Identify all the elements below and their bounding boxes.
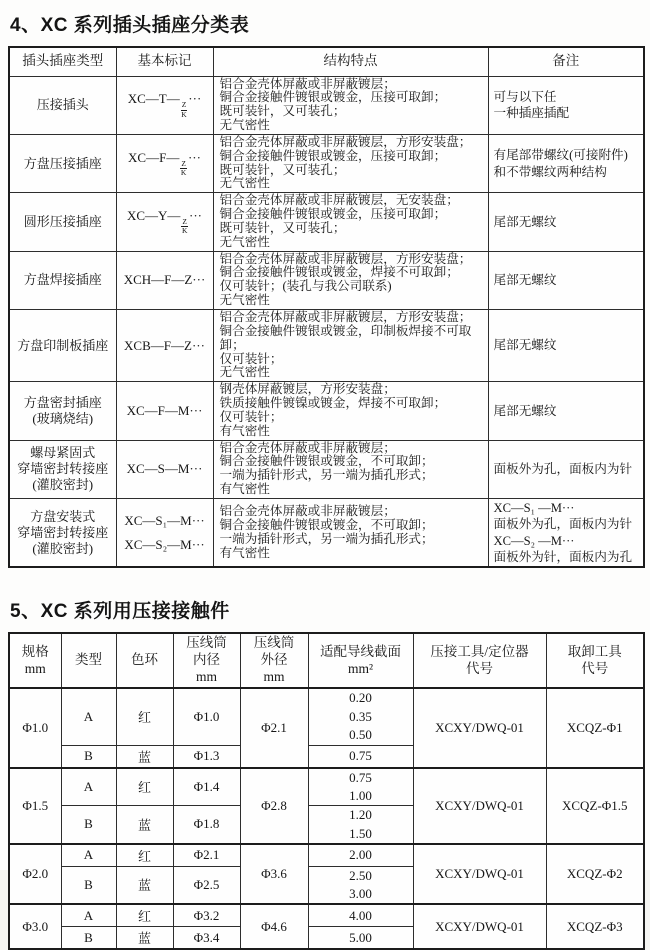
wire-section-cell: 0.35 xyxy=(308,707,413,726)
plug-socket-classification-table xyxy=(8,46,645,568)
feature-line: 铜合金接触件镀银或镀金，不可取卸； xyxy=(219,454,434,469)
basic-mark-line: XC—S₁—M··· xyxy=(124,512,205,528)
basic-mark-cell xyxy=(116,193,213,251)
table-row xyxy=(9,76,644,134)
section4-title: 4、XC 系列插头插座分类表 xyxy=(10,15,250,36)
remark-cell xyxy=(488,310,644,382)
column-header-line: 取卸工具 xyxy=(567,643,622,659)
socket-type-line: 圆形压接插座 xyxy=(23,214,102,229)
classification-table-header xyxy=(9,47,644,76)
column-header-line: 类型 xyxy=(75,652,102,668)
column-header-line: mm xyxy=(24,660,46,676)
structure-features-cell xyxy=(213,193,488,251)
column-header-line: 内径 xyxy=(193,652,220,668)
column-header xyxy=(116,633,173,688)
table-row xyxy=(9,844,644,867)
basic-mark-cell xyxy=(116,382,213,440)
basic-mark-cell xyxy=(116,76,213,134)
remark-line: 和不带螺纹两种结构 xyxy=(493,164,607,179)
column-header-line: mm² xyxy=(347,660,374,676)
color-ring-cell: 红 xyxy=(116,844,173,867)
basic-mark-line: XC—F—M··· xyxy=(126,402,203,418)
wire-section-cell: 0.75 xyxy=(308,745,413,768)
crimp-table-header xyxy=(9,633,644,688)
feature-line: 铝合金壳体屏蔽或非屏蔽镀层，方形安装盘； xyxy=(219,251,472,266)
feature-line: 铝合金壳体屏蔽或非屏蔽镀层，方形安装盘； xyxy=(219,134,472,149)
wire-section-cell: 4.00 xyxy=(308,904,413,927)
remark-cell xyxy=(488,498,644,567)
column-header-line: 代号 xyxy=(466,660,493,676)
feature-line: 既可装针，又可装孔； xyxy=(219,104,346,119)
inner-diameter-cell: Φ3.2 xyxy=(173,904,240,927)
outer-diameter-cell: Φ2.8 xyxy=(240,768,308,844)
removal-tool-cell: XCQZ-Φ3 xyxy=(546,904,644,949)
basic-mark-line: XCB—F—Z··· xyxy=(124,337,205,353)
remark-cell xyxy=(488,193,644,251)
color-ring-cell: 红 xyxy=(116,688,173,745)
socket-type-cell xyxy=(9,193,116,251)
column-header xyxy=(413,633,546,688)
remark-line: 尾部无螺纹 xyxy=(493,273,557,288)
remark-line: 尾部无螺纹 xyxy=(493,214,557,229)
socket-type-cell xyxy=(9,310,116,382)
remark-line: 面板外为孔，面板内为针 xyxy=(493,462,633,477)
feature-line: 既可装针，又可装孔； xyxy=(219,162,346,177)
socket-type-cell xyxy=(9,76,116,134)
removal-tool-cell: XCQZ-Φ1.5 xyxy=(546,768,644,844)
section-gap xyxy=(8,568,643,594)
remark-line: 有尾部带螺纹(可接附件) xyxy=(493,148,628,163)
color-ring-cell: 红 xyxy=(116,768,173,806)
pin-hole-fraction xyxy=(181,218,188,236)
remark-line: 可与以下任 xyxy=(493,89,557,104)
wire-section-cell: 3.00 xyxy=(308,885,413,904)
feature-line: 无气密性 xyxy=(219,365,270,380)
column-header: 插头插座类型 xyxy=(9,47,116,76)
inner-diameter-cell: Φ3.4 xyxy=(173,927,240,950)
inner-diameter-cell: Φ1.3 xyxy=(173,745,240,768)
socket-type-line: 压接插头 xyxy=(36,97,89,113)
spec-cell: Φ2.0 xyxy=(9,844,61,905)
socket-type-line: 方盘安装式 xyxy=(30,508,96,524)
spec-cell: Φ3.0 xyxy=(9,904,61,949)
feature-line: 仅可装针； xyxy=(219,351,283,366)
basic-mark-line: XC—F— $\frac{Z}{K}$ ··· xyxy=(128,149,201,178)
socket-type-line: 方盘印制板插座 xyxy=(17,337,109,353)
inner-diameter-cell: Φ1.0 xyxy=(173,688,240,745)
column-header-line: 规格 xyxy=(21,643,49,659)
table-row xyxy=(9,382,644,440)
socket-type-line: 方盘密封插座 xyxy=(23,395,102,411)
basic-mark-cell xyxy=(116,134,213,192)
feature-line: 铜合金接触件镀银或镀金，不可取卸； xyxy=(219,517,434,532)
type-cell: A xyxy=(61,904,116,927)
basic-mark-cell xyxy=(116,251,213,309)
feature-line: 铝合金壳体屏蔽或非屏蔽镀层，无安装盘； xyxy=(219,193,459,208)
basic-mark-line: XC—S—M··· xyxy=(126,461,203,477)
remark-line: XC—S₁ —M··· xyxy=(493,500,575,515)
feature-line: 钢壳体屏蔽镀层，方形安装盘； xyxy=(219,382,396,397)
section5-title: 5、XC 系列用压接接触件 xyxy=(10,601,230,623)
column-header xyxy=(9,633,61,688)
feature-line: 仅可装针；(装孔与我公司联系) xyxy=(219,279,392,294)
socket-type-line: 穿墙密封转接座 xyxy=(17,461,109,477)
column-header-line: 压线筒 xyxy=(186,635,227,651)
feature-line: 铜合金接触件镀银或镀金，压接可取卸； xyxy=(219,207,447,222)
socket-type-line: (灌胶密封) xyxy=(32,540,94,556)
color-ring-cell: 蓝 xyxy=(116,866,173,904)
basic-mark-cell xyxy=(116,498,213,567)
structure-features-cell xyxy=(213,440,488,498)
wire-section-cell: 5.00 xyxy=(308,927,413,950)
column-header-line: mm xyxy=(263,669,285,685)
table-row xyxy=(9,134,644,192)
removal-tool-cell: XCQZ-Φ2 xyxy=(546,844,644,905)
wire-section-cell: 0.20 xyxy=(308,688,413,707)
fraction-top: Z xyxy=(181,100,187,110)
column-header-line: 外径 xyxy=(260,652,288,668)
outer-diameter-cell: Φ3.6 xyxy=(240,844,308,905)
outer-diameter-cell: Φ2.1 xyxy=(240,688,308,768)
pin-hole-fraction xyxy=(180,160,187,178)
table-row xyxy=(9,904,644,927)
feature-line: 既可装针，又可装孔； xyxy=(219,220,346,235)
color-ring-cell: 红 xyxy=(116,904,173,927)
fraction-bottom: K xyxy=(180,168,187,178)
table-row xyxy=(9,688,644,707)
inner-diameter-cell: Φ2.1 xyxy=(173,844,240,867)
socket-type-cell xyxy=(9,440,116,498)
structure-features-cell xyxy=(213,134,488,192)
remark-line: 面板外为针，面板内为孔 xyxy=(493,550,633,565)
table-row xyxy=(9,768,644,787)
type-cell: B xyxy=(61,745,116,768)
feature-line: 无气密性 xyxy=(219,176,270,191)
feature-line: 一端为插针形式，另一端为插孔形式； xyxy=(219,468,434,483)
remark-cell xyxy=(488,440,644,498)
column-header-line: 压线筒 xyxy=(253,635,295,651)
structure-features-cell xyxy=(213,310,488,382)
fraction-bottom: K xyxy=(181,109,187,119)
column-header xyxy=(546,633,644,688)
socket-type-cell xyxy=(9,134,116,192)
outer-diameter-cell: Φ4.6 xyxy=(240,904,308,949)
column-header-line: 色环 xyxy=(131,652,158,668)
socket-type-cell xyxy=(9,498,116,567)
table-row xyxy=(9,498,644,567)
socket-type-cell xyxy=(9,382,116,440)
spec-cell: Φ1.5 xyxy=(9,768,61,844)
feature-line: 铜合金接触件镀银或镀金，压接可取卸； xyxy=(219,148,447,163)
basic-mark-line: XC—T— $\frac{Z}{K}$ ··· xyxy=(127,91,202,119)
socket-type-line: 螺母紧固式 xyxy=(30,445,96,461)
crimp-contact-table xyxy=(8,632,645,950)
feature-line: 一端为插针形式，另一端为插孔形式； xyxy=(219,531,434,546)
color-ring-cell: 蓝 xyxy=(116,806,173,844)
fraction-bottom: K xyxy=(182,226,188,236)
wire-section-cell: 2.50 xyxy=(308,866,413,885)
wire-section-cell: 1.00 xyxy=(308,787,413,806)
color-ring-cell: 蓝 xyxy=(116,745,173,768)
socket-type-cell xyxy=(9,251,116,309)
feature-line: 无气密性 xyxy=(219,234,270,249)
column-header-line: 压接工具/定位器 xyxy=(430,643,529,659)
crimp-tool-cell: XCXY/DWQ-01 xyxy=(413,768,546,844)
crimp-tool-cell: XCXY/DWQ-01 xyxy=(413,688,546,768)
table-row xyxy=(9,440,644,498)
column-header: 结构特点 xyxy=(213,47,488,76)
feature-line: 铝合金壳体屏蔽或非屏蔽镀层； xyxy=(219,504,396,518)
socket-type-line: 方盘焊接插座 xyxy=(23,272,102,288)
socket-type-line: 方盘压接插座 xyxy=(23,155,102,171)
column-header: 基本标记 xyxy=(116,47,213,76)
feature-line: 仅可装针； xyxy=(219,409,283,424)
column-header-line: mm xyxy=(195,669,217,685)
socket-type-line: (玻璃烧结) xyxy=(32,410,94,426)
column-header xyxy=(61,633,116,688)
wire-section-cell: 2.00 xyxy=(308,844,413,867)
feature-line: 无气密性 xyxy=(219,118,270,133)
fraction-top: Z xyxy=(181,158,186,168)
type-cell: B xyxy=(61,927,116,950)
column-header xyxy=(308,633,413,688)
structure-features-cell xyxy=(213,76,488,134)
spec-cell: Φ1.0 xyxy=(9,688,61,768)
color-ring-cell: 蓝 xyxy=(116,927,173,950)
pin-hole-fraction xyxy=(181,101,188,119)
remark-line: 面板外为孔，面板内为针 xyxy=(493,517,633,532)
table-row xyxy=(9,310,644,382)
basic-mark-cell xyxy=(116,440,213,498)
removal-tool-cell: XCQZ-Φ1 xyxy=(546,688,644,768)
type-cell: A xyxy=(61,768,116,806)
remark-cell xyxy=(488,134,644,192)
crimp-tool-cell: XCXY/DWQ-01 xyxy=(413,904,546,949)
feature-line: 铝合金壳体屏蔽或非屏蔽镀层； xyxy=(219,440,396,455)
structure-features-cell xyxy=(213,498,488,567)
inner-diameter-cell: Φ1.8 xyxy=(173,806,240,844)
wire-section-cell: 0.75 xyxy=(308,768,413,787)
remark-line: 尾部无螺纹 xyxy=(493,403,557,418)
column-header xyxy=(173,633,240,688)
basic-mark-line: XC—Y— $\frac{Z}{K}$ ··· xyxy=(126,208,203,236)
column-header-line: 代号 xyxy=(581,660,609,676)
feature-line: 有气密性 xyxy=(219,545,270,560)
structure-features-cell xyxy=(213,382,488,440)
crimp-tool-cell: XCXY/DWQ-01 xyxy=(413,844,546,905)
feature-line: 无气密性 xyxy=(219,293,270,308)
feature-line: 铜合金接触件镀银或镀金，印制板焊接不可取卸； xyxy=(219,323,472,352)
type-cell: A xyxy=(61,688,116,745)
feature-line: 铁质接触件镀镍或镀金，焊接不可取卸； xyxy=(219,396,447,411)
wire-section-cell: 1.50 xyxy=(308,825,413,844)
wire-section-cell: 1.20 xyxy=(308,806,413,825)
feature-line: 铝合金壳体屏蔽或非屏蔽镀层； xyxy=(219,76,396,91)
remark-line: XC—S₂ —M··· xyxy=(493,533,575,548)
feature-line: 铝合金壳体屏蔽或非屏蔽镀层，方形安装盘； xyxy=(219,310,472,324)
remark-cell xyxy=(488,382,644,440)
fraction-top: Z xyxy=(182,217,188,227)
column-header-line: 适配导线截面 xyxy=(320,643,401,659)
column-header xyxy=(240,633,308,688)
table-row xyxy=(9,193,644,251)
column-header: 备注 xyxy=(488,47,644,76)
socket-type-line: (灌胶密封) xyxy=(32,477,94,493)
feature-line: 铜合金接触件镀银或镀金，压接可取卸； xyxy=(219,90,447,105)
table-row xyxy=(9,251,644,309)
inner-diameter-cell: Φ2.5 xyxy=(173,866,240,904)
feature-line: 有气密性 xyxy=(219,423,270,438)
type-cell: A xyxy=(61,844,116,867)
remark-line: 尾部无螺纹 xyxy=(493,338,557,353)
feature-line: 铜合金接触件镀银或镀金，焊接不可取卸； xyxy=(219,265,459,280)
structure-features-cell xyxy=(213,251,488,309)
remark-cell xyxy=(488,251,644,309)
feature-line: 有气密性 xyxy=(219,482,270,497)
basic-mark-line: XCH—F—Z··· xyxy=(123,272,206,288)
remark-cell xyxy=(488,76,644,134)
type-cell: B xyxy=(61,806,116,844)
type-cell: B xyxy=(61,866,116,904)
basic-mark-cell xyxy=(116,310,213,382)
wire-section-cell: 0.50 xyxy=(308,726,413,745)
inner-diameter-cell: Φ1.4 xyxy=(173,768,240,806)
remark-line: 一种插座插配 xyxy=(493,106,570,121)
basic-mark-line: XC—S₂—M··· xyxy=(124,536,205,552)
socket-type-line: 穿墙密封转接座 xyxy=(17,524,109,540)
